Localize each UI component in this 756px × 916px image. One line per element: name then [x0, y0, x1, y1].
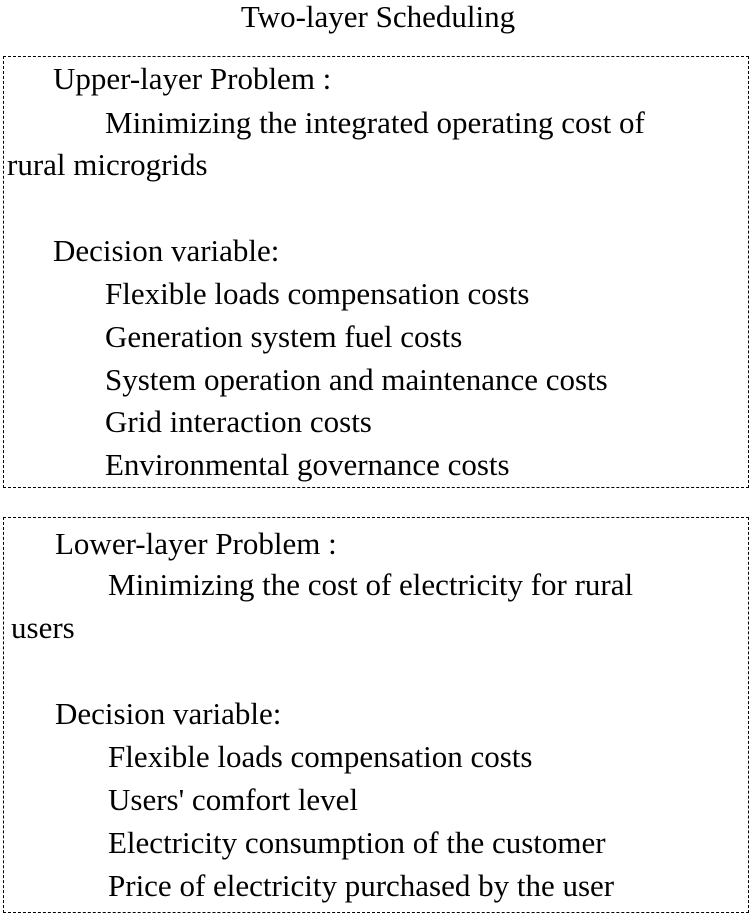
upper-variable-item: Generation system fuel costs — [105, 319, 463, 354]
lower-variable-item: Flexible loads compensation costs — [108, 739, 533, 774]
upper-variable-item: Grid interaction costs — [105, 404, 372, 439]
lower-variable-item: Electricity consumption of the customer — [108, 825, 606, 860]
upper-variable-item: System operation and maintenance costs — [105, 362, 608, 397]
lower-objective-line2: users — [11, 610, 75, 645]
upper-variable-item: Flexible loads compensation costs — [105, 276, 530, 311]
lower-decision-heading: Decision variable: — [55, 696, 282, 731]
upper-objective-line2: rural microgrids — [7, 147, 208, 182]
lower-objective-line1: Minimizing the cost of electricity for rural — [108, 567, 634, 602]
lower-variable-item: Users' comfort level — [108, 782, 359, 817]
upper-objective-line1: Minimizing the integrated operating cost of — [105, 105, 645, 140]
diagram-title: Two-layer Scheduling — [240, 0, 516, 34]
upper-layer-heading: Upper-layer Problem : — [53, 61, 332, 96]
lower-layer-heading: Lower-layer Problem : — [55, 526, 337, 561]
upper-variable-item: Environmental governance costs — [105, 447, 510, 482]
lower-variable-item: Price of electricity purchased by the user — [108, 868, 615, 903]
upper-decision-heading: Decision variable: — [53, 233, 280, 268]
